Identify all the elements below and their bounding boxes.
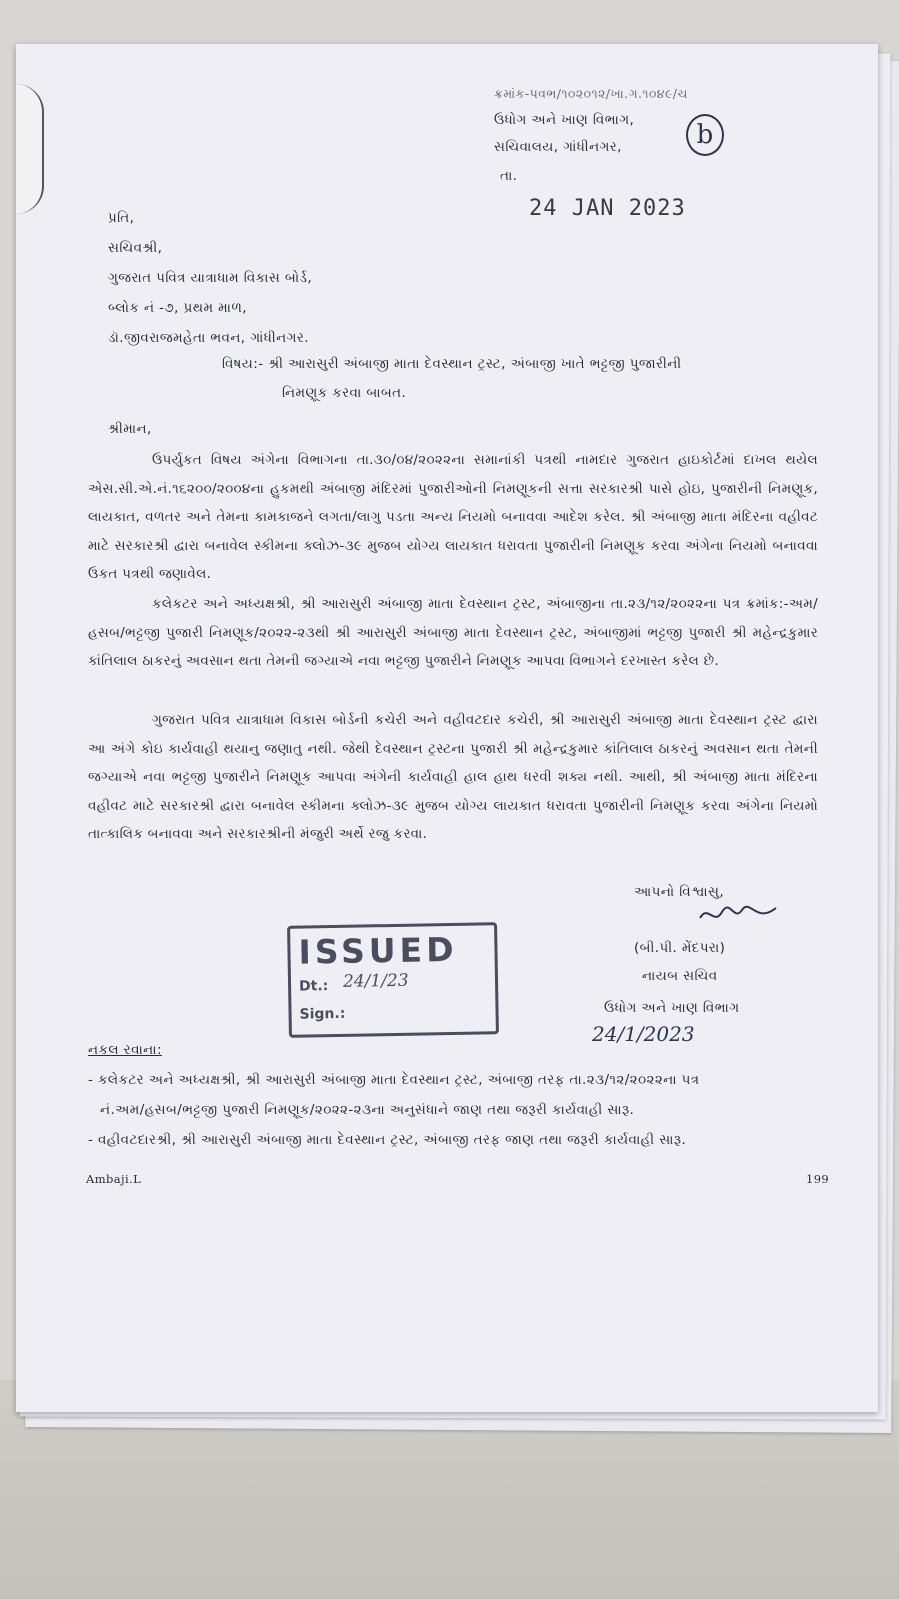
signatory-designation: નાયબ સચિવ: [642, 968, 718, 984]
handwritten-date: 24/1/2023: [592, 1022, 695, 1046]
body-paragraph: ઉપર્યુકત વિષય અંગેના વિભાગના તા.૩૦/૦૪/૨૦૨૨ના સમાનાંકી પત્રથી નામદાર ગુજરાત હાઇકોર્ટમાં દાખલ થયેલ એસ.સી.એ.નં.૧૬૨૦૦/૨૦૦૪ના હુકમથી અંબાજી મંદિરમાં પુજારીઓની નિમણૂકની સત્તા સરકારશ્રી પાસે હોઇ, પુજારીની નિમણૂક, લાયકાત, વળતર અને તેમના કામકાજને લગતા/લાગુ પડતા અન્ય નિયમો બનાવવા આદેશ કરેલ. શ્રી અંબાજી માતા મંદિરના વહીવટ માટે સરકારશ્રી દ્વારા બનાવેલ સ્કીમના ક્લોઝ-૩૯ મુજબ યોગ્ય લાયકાત ધરાવતા પુજારીની નિમણૂક કરવા અંગેના નિયમો બનાવવા ઉકત પત્રથી જણાવેલ.: [88, 452, 818, 582]
recipient-building: ડૉ.જીવરાજમહેતા ભવન, ગાંધીનગર.: [108, 330, 309, 346]
recipient-board: ગુજરાત પવિત્ર યાત્રાધામ વિકાસ બોર્ડ,: [108, 270, 313, 286]
recipient-block: બ્લોક નં -૭, પ્રથમ માળ,: [108, 300, 247, 316]
stamp-sign-label: Sign.:: [299, 1005, 346, 1023]
stamp-date-value: 24/1/23: [342, 970, 409, 992]
stamp-date-label: Dt.:: [298, 978, 329, 995]
department-line: ઉધોગ અને ખાણ વિભાગ,: [494, 112, 635, 128]
copy-to-item: - કલેકટર અને અધ્યક્ષશ્રી, શ્રી આરાસુરી અંબાજી માતા દેવસ્થાન ટ્રસ્ટ, અંબાજી તરફ તા.૨૩/૧૨/૨૦૨૨ના પત્ર: [88, 1072, 700, 1088]
subject-line-continued: નિમણૂક કરવા બાબત.: [282, 385, 407, 401]
stamp-title: ISSUED: [298, 929, 458, 972]
issued-stamp: [287, 922, 499, 1038]
signatory-department: ઉધોગ અને ખાણ વિભાગ: [604, 1000, 740, 1016]
date-stamp: 24 JAN 2023: [529, 196, 686, 221]
salutation: શ્રીમાન,: [108, 421, 152, 437]
handwritten-signature: [698, 900, 778, 930]
page-curl: [16, 84, 44, 214]
copy-to-heading: નકલ રવાના:: [88, 1042, 162, 1058]
recipient-prati: પ્રતિ,: [108, 210, 135, 226]
copy-to-item: - વહીવટદારશ્રી, શ્રી આરાસુરી અંબાજી માતા દેવસ્થાન ટ્રસ્ટ, અંબાજી તરફ જાણ તથા જરૂરી કાર્યવાહી સારૂ.: [88, 1132, 687, 1148]
date-label: તા.: [500, 168, 518, 184]
footer-page-number: 199: [806, 1172, 830, 1186]
copy-to-item-continued: નં.અમ/હસબ/ભટ્ટજી પુજારી નિમણૂક/૨૦૨૨-૨૩ના અનુસંધાને જાણ તથા જરૂરી કાર્યવાહી સારૂ.: [100, 1102, 635, 1118]
recipient-title: સચિવશ્રી,: [108, 240, 163, 256]
secretariat-line: સચિવાલય, ગાંધીનગર,: [494, 139, 622, 155]
footer-file-ref: Ambaji.L: [86, 1172, 142, 1186]
circled-mark: b: [686, 114, 724, 156]
letter-page: [16, 44, 878, 1412]
body-paragraph: કલેકટર અને અધ્યક્ષશ્રી, શ્રી આરાસુરી અંબાજી માતા દેવસ્થાન ટ્રસ્ટ, અંબાજીના તા.૨૩/૧૨/૨૦૨૨ના પત્ર ક્રમાંક:-અમ/હસબ/ભટ્ટજી પુજારી નિમણૂક/૨૦૨૨-૨૩થી શ્રી આરાસુરી અંબાજી માતા દેવસ્થાન ટ્રસ્ટ, અંબાજીમાં ભટ્ટજી પુજારી શ્રી મહેન્દ્રકુમાર કાંતિલાલ ઠાકરનું અવસાન થતા તેમની જગ્યાએ નવા ભટ્ટજી પુજારીને નિમણૂક આપવા વિભાગને દરખાસ્ત કરેલ છે.: [88, 596, 818, 669]
subject-line: વિષય:- શ્રી આરાસુરી અંબાજી માતા દેવસ્થાન ટ્રસ્ટ, અંબાજી ખાતે ભટ્ટજી પુજારીની: [222, 356, 682, 372]
signatory-name: (બી.પી. મેંદપરા): [634, 940, 726, 956]
reference-number: ક્રમાંક-પવભ/૧૦૨૦૧૨/ખા.ગ.૧૦૪૯/ચ: [494, 86, 688, 101]
closing-text: આપનો વિશ્વાસુ,: [634, 884, 725, 900]
body-paragraph: ગુજરાત પવિત્ર યાત્રાધામ વિકાસ બોર્ડની કચેરી અને વહીવટદાર કચેરી, શ્રી આરાસુરી અંબાજી માતા દેવસ્થાન ટ્રસ્ટ દ્વારા આ અંગે કોઇ કાર્યવાહી થયાનુ જણાતુ નથી. જેથી દેવસ્થાન ટ્રસ્ટના પુજારી શ્રી મહેન્દ્રકુમાર કાંતિલાલ ઠાકરનું અવસાન થતા તેમની જગ્યાએ નવા ભટ્ટજી પુજારીને નિમણૂક આપવા અંગેની કાર્યવાહી હાલ હાથ ધરવી શક્ય નથી. આથી, શ્રી અંબાજી માતા મંદિરના વહીવટ માટે સરકારશ્રી દ્વારા બનાવેલ સ્કીમના ક્લોઝ-૩૯ મુજબ યોગ્ય લાયકાત ધરાવતા પુજારીની નિમણૂક કરવા અંગેના નિયમો તાત્કાલિક બનાવવા અને સરકારશ્રીની મંજુરી અર્થે રજુ કરવા.: [88, 712, 818, 842]
